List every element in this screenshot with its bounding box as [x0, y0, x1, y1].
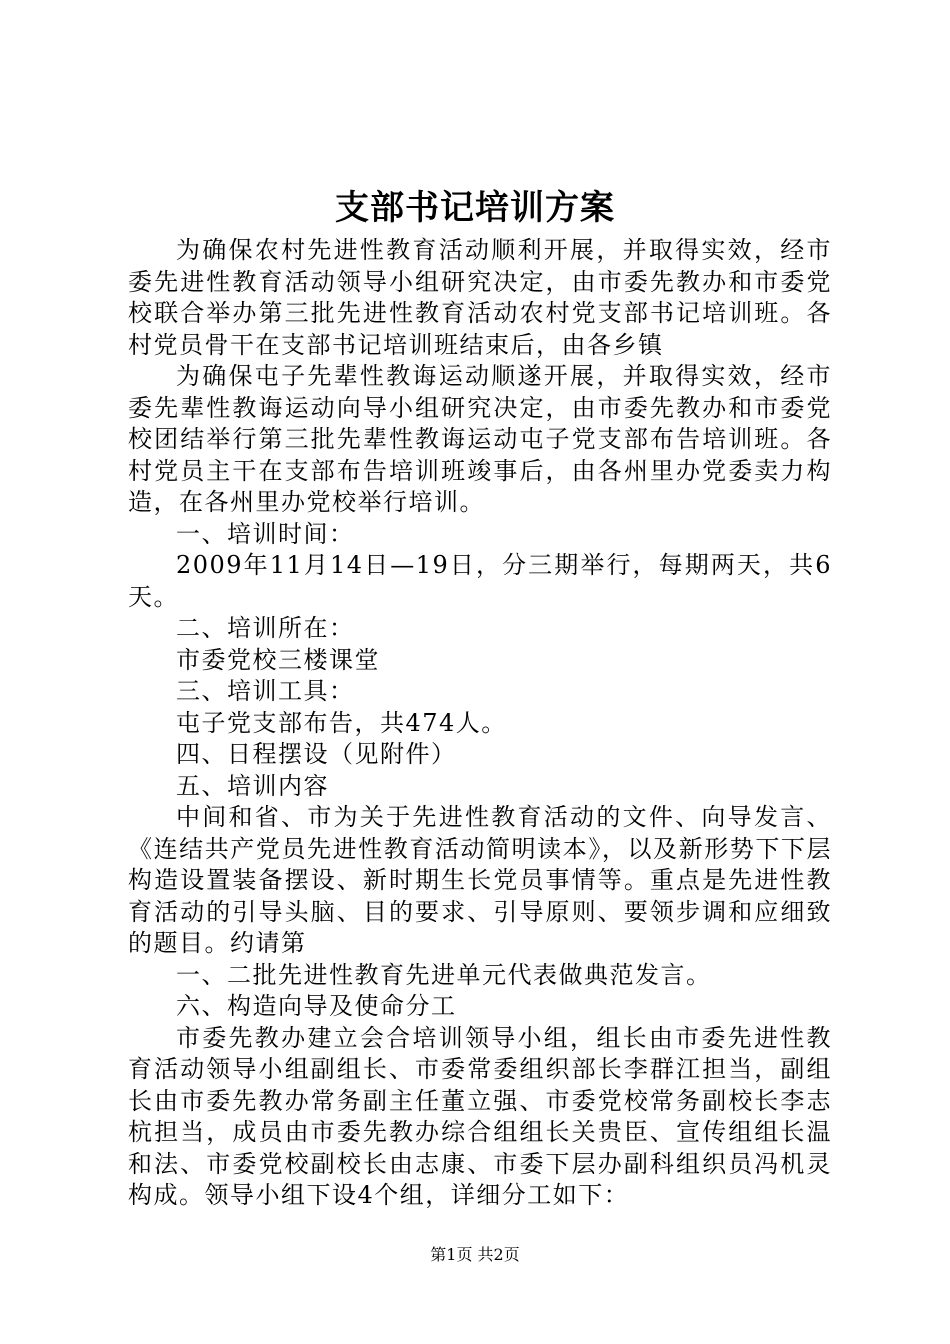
- heading-training-time: 一、培训时间：: [176, 519, 355, 548]
- heading-organization: 六、构造向导及使命分工: [176, 992, 457, 1020]
- paragraph-training-content: 中间和省、市为关于先进性教育活动的文件、向导发言、《连结共产党员先进性教育活动简明读本》，以及新形势下下层构造设置装备摆设、新时期生长党员事情等。重点是先进性教育活动的引导头脑、目的要求、引导原则、要领步调和应细致的题目。约请第: [128, 803, 832, 957]
- document-body: [128, 235, 832, 1212]
- heading-schedule: 四、日程摆设（见附件）: [176, 740, 457, 768]
- heading-training-target: 三、培训工具：: [176, 677, 355, 705]
- paragraph-training-location: 市委党校三楼课堂: [176, 645, 380, 674]
- paragraph-intro-2: 为确保屯子先辈性教诲运动顺遂开展，并取得实效，经市委先辈性教诲运动向导小组研究决定，由市委先教办和市委党校团结举行第三批先辈性教诲运动屯子党支部布告培训班。各村党员主干在支部布告培训班竣事后，由各州里办党委卖力构造，在各州里办党校举行培训。: [128, 362, 832, 516]
- heading-training-location: 二、培训所在：: [176, 614, 355, 642]
- heading-training-content: 五、培训内容: [176, 771, 329, 800]
- paragraph-intro-1: 为确保农村先进性教育活动顺利开展，并取得实效，经市委先进性教育活动领导小组研究决定，由市委先教办和市委党校联合举办第三批先进性教育活动农村党支部书记培训班。各村党员骨干在支部书记培训班结束后，由各乡镇: [128, 236, 832, 359]
- paragraph-organization: 市委先教办建立会合培训领导小组，组长由市委先进性教育活动领导小组副组长、市委常委组织部长李群江担当，副组长由市委先教办常务副主任董立强、市委党校常务副校长李志杭担当，成员由市委先教办综合组组长关贵臣、宣传组组长温和法、市委党校副校长由志康、市委下层办副科组织员冯机灵构成。领导小组下设4个组，详细分工如下：: [128, 1023, 832, 1209]
- paragraph-model-speech: 一、二批先进性教育先进单元代表做典范发言。: [176, 960, 712, 989]
- page-footer: 第1页 共2页: [430, 1245, 520, 1264]
- paragraph-training-target: 屯子党支部布告，共474人。: [176, 708, 507, 737]
- document-title: 支部书记培训方案: [335, 188, 615, 228]
- paragraph-training-time: 2009年11月14日—19日，分三期举行，每期两天，共6天。: [128, 551, 832, 611]
